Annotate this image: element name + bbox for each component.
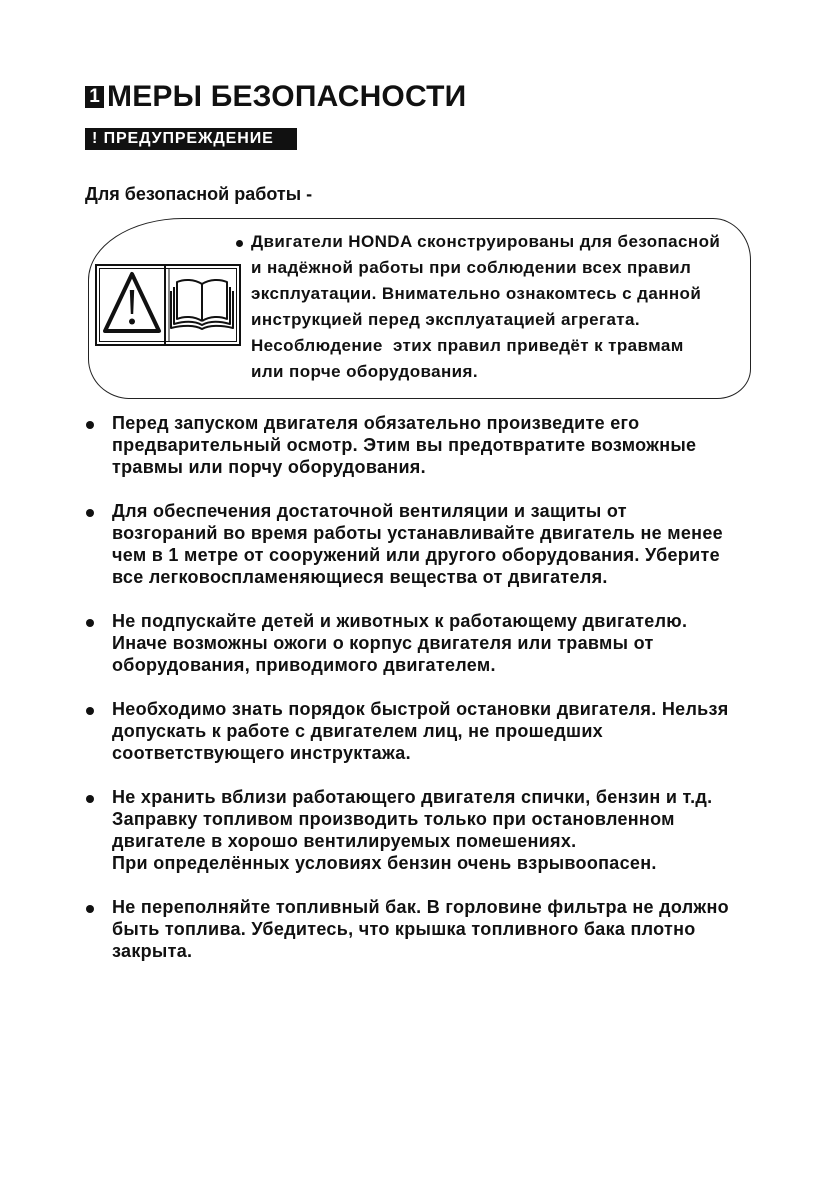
bullet-icon xyxy=(86,905,94,913)
bullet-line: двигателе в хорошо вентилируемых помешениях. xyxy=(112,831,577,851)
bullet-line: Для обеспечения достаточной вентиляции и защиты от xyxy=(112,501,627,521)
notice-line: инструкцией перед эксплуатацией агрегата. xyxy=(251,310,641,329)
bullet-line: травмы или порчу оборудования. xyxy=(112,457,426,477)
bullet-line: все легковоспламеняющиеся вещества от двигателя. xyxy=(112,567,608,587)
notice-line: или порче оборудования. xyxy=(251,362,478,381)
bullet-line: При определённых условиях бензин очень взрывоопасен. xyxy=(112,853,657,873)
bullet-line: закрыта. xyxy=(112,941,193,961)
bullet-line: Не хранить вблизи работающего двигателя спички, бензин и т.д. xyxy=(112,787,713,807)
bullet-icon xyxy=(236,240,243,247)
notice-line: Несоблюдение этих правил приведёт к травмам xyxy=(251,336,684,355)
notice-lines xyxy=(236,229,720,385)
section-number-badge: 1 xyxy=(85,86,104,108)
bullet-line: допускать к работе с двигателем лиц, не прошедших xyxy=(112,721,603,741)
safety-bullet-list xyxy=(86,412,806,984)
notice-icon-panel-graphic xyxy=(95,264,241,346)
bullet-icon xyxy=(86,619,94,627)
intro-text: Для безопасной работы - xyxy=(85,184,313,204)
safety-bullet-item xyxy=(86,412,806,478)
section-heading xyxy=(85,80,466,114)
bullet-line: соответствующего инструктажа. xyxy=(112,743,411,763)
section-title: МЕРЫ БЕЗОПАСНОСТИ xyxy=(107,80,467,113)
safety-bullet-item xyxy=(86,610,806,676)
bullet-line: Не переполняйте топливный бак. В горловине фильтра не должно xyxy=(112,897,729,917)
bullet-line: Перед запуском двигателя обязательно произведите его xyxy=(112,413,640,433)
bullet-icon xyxy=(86,795,94,803)
bullet-line: Заправку топливом производить только при остановленном xyxy=(112,809,675,829)
safety-bullet-item xyxy=(86,698,806,764)
bullet-icon xyxy=(86,707,94,715)
bullet-line: Необходимо знать порядок быстрой остановки двигателя. Нельзя xyxy=(112,699,729,719)
warning-triangle-icon xyxy=(105,274,159,331)
bullet-line: Иначе возможны ожоги о корпус двигателя или травмы от xyxy=(112,633,654,653)
bullet-icon xyxy=(86,421,94,429)
bullet-line: возгораний во время работы устанавливайте двигатель не менее xyxy=(112,523,723,543)
warning-label-bar: ! ПРЕДУПРЕЖДЕНИЕ xyxy=(85,128,297,150)
bullet-icon xyxy=(86,509,94,517)
notice-line: эксплуатации. Внимательно ознакомтесь с данной xyxy=(251,284,702,303)
notice-text-block xyxy=(236,229,720,385)
bullet-line: Не подпускайте детей и животных к работающему двигателю. xyxy=(112,611,688,631)
bullet-line: оборудования, приводимого двигателем. xyxy=(112,655,496,675)
notice-line: Двигатели HONDA сконструированы для безопасной xyxy=(251,232,721,251)
safety-bullet-item xyxy=(86,500,806,588)
bullet-line: быть топлива. Убедитесь, что крышка топливного бака плотно xyxy=(112,919,696,939)
safety-bullet-item xyxy=(86,896,806,962)
safety-bullet-item xyxy=(86,786,806,874)
bullet-line: предварительный осмотр. Этим вы предотвратите возможные xyxy=(112,435,697,455)
notice-icon-panel xyxy=(95,264,241,346)
open-book-icon xyxy=(171,280,233,329)
notice-line: и надёжной работы при соблюдении всех правил xyxy=(251,258,692,277)
bullet-line: чем в 1 метре от сооружений или другого оборудования. Уберите xyxy=(112,545,720,565)
